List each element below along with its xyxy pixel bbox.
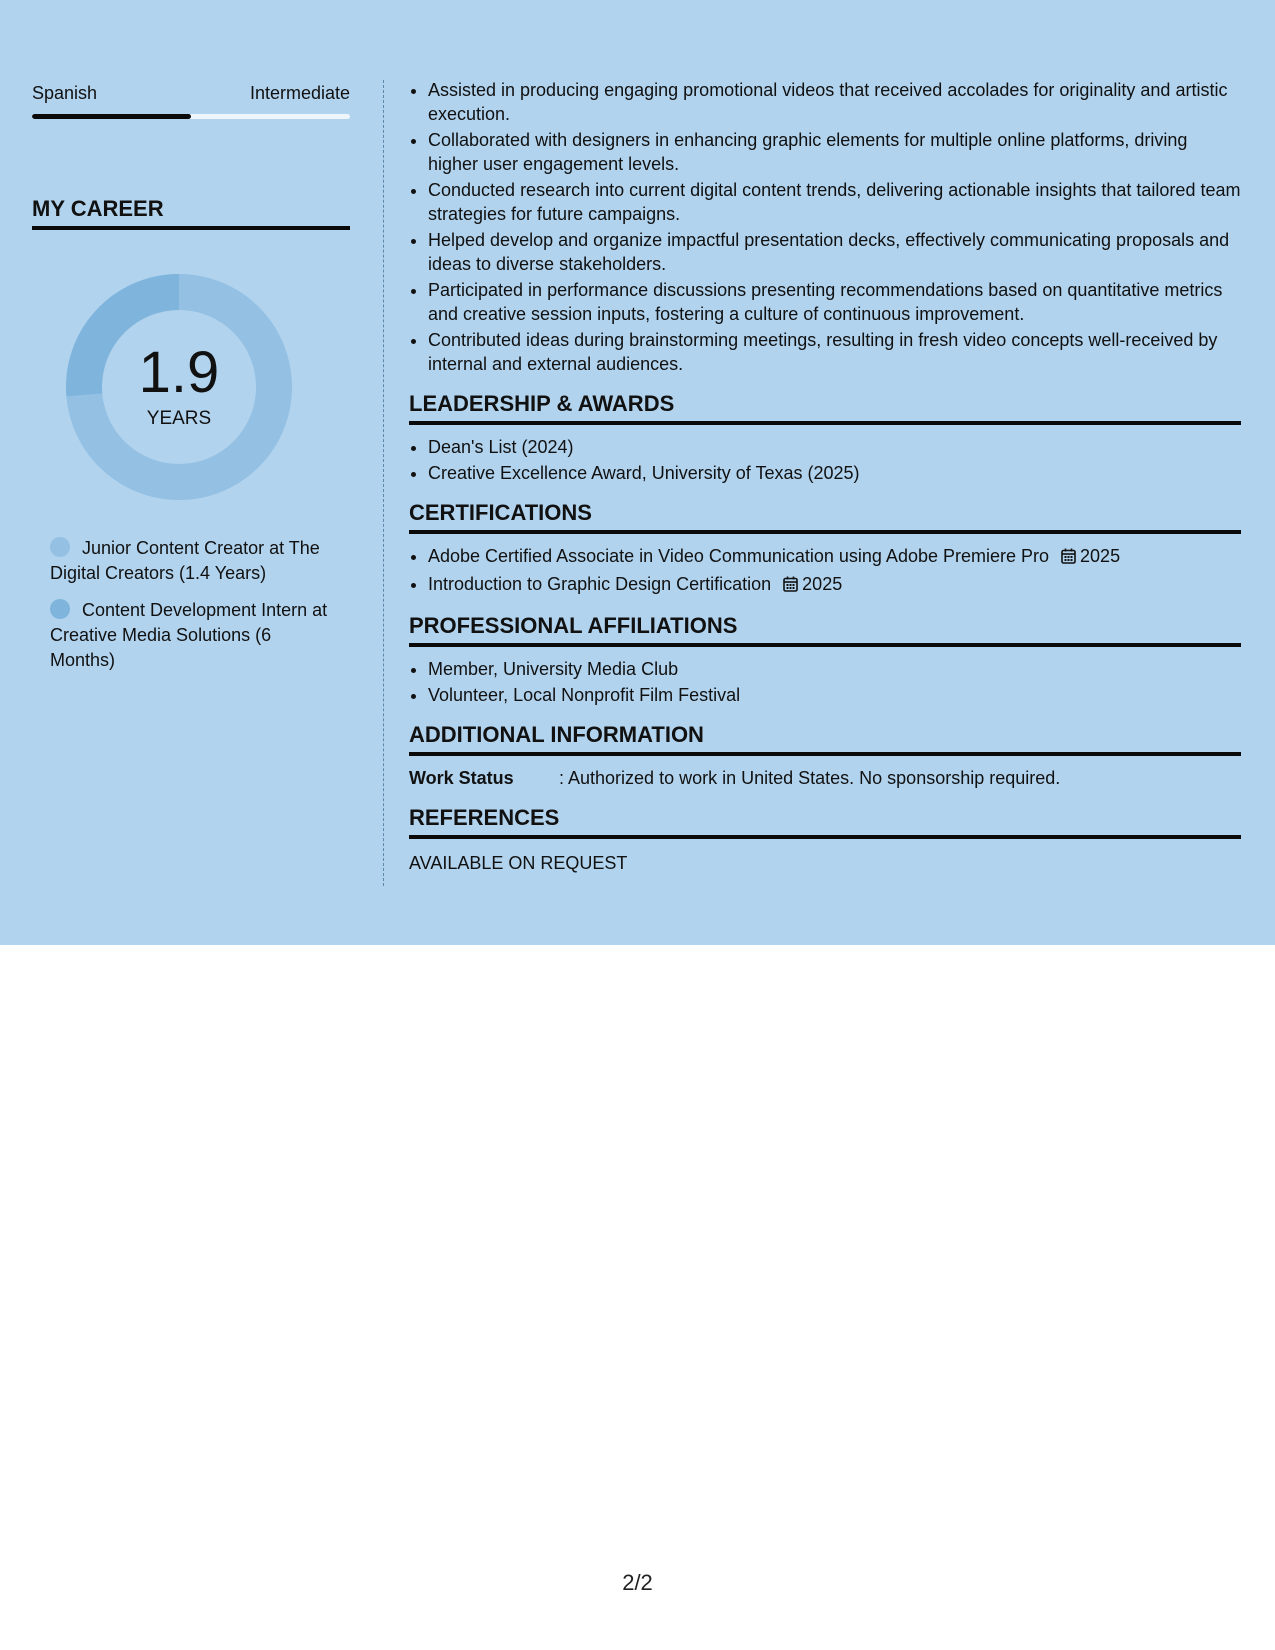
- career-heading-rule: [32, 226, 350, 230]
- experience-bullet: • Collaborated with designers in enhancing graphic elements for multiple online platforms, driving higher user engagement levels.: [428, 128, 1241, 176]
- certification-name: Introduction to Graphic Design Certification: [428, 574, 772, 594]
- career-legend-label: Junior Content Creator at The Digital Creators (1.4 Years): [50, 538, 320, 583]
- award-item: • Creative Excellence Award, University of Texas (2025): [428, 461, 1241, 485]
- affiliation-item: • Member, University Media Club: [428, 657, 1241, 681]
- language-proficiency-fill: [32, 114, 191, 119]
- work-status-label: Work Status: [409, 768, 514, 788]
- career-legend-item: [50, 536, 330, 586]
- certification-year: 2025: [802, 574, 843, 594]
- references-section: [409, 804, 1241, 875]
- work-status-row: [409, 766, 1241, 790]
- language-proficiency-bar: [32, 114, 350, 119]
- career-total-years: 1.9: [138, 340, 220, 405]
- certification-item: [428, 544, 1241, 570]
- additional-info-section: [409, 721, 1241, 790]
- career-legend: [50, 536, 330, 685]
- experience-bullet: • Assisted in producing engaging promotional videos that received accolades for originality and artistic execution.: [428, 78, 1241, 126]
- language-level: Intermediate: [249, 83, 350, 103]
- experience-bullet: • Helped develop and organize impactful presentation decks, effectively communicating proposals and ideas to diverse stakeholders.: [428, 228, 1241, 276]
- references-heading: REFERENCES: [409, 804, 1241, 839]
- main-column: [409, 78, 1241, 875]
- column-divider: [383, 80, 384, 886]
- references-text: AVAILABLE ON REQUEST: [409, 853, 628, 873]
- career-legend-label: Content Development Intern at Creative Media Solutions (6 Months): [50, 600, 328, 670]
- awards-section: [409, 390, 1241, 485]
- calendar-icon: [783, 574, 798, 598]
- page-number: 2/2: [622, 1570, 653, 1595]
- certifications-list: [409, 544, 1241, 598]
- awards-list: [409, 435, 1241, 485]
- experience-bullet: • Conducted research into current digital content trends, delivering actionable insights that tailored team strategies for future campaigns.: [428, 178, 1241, 226]
- career-legend-item: [50, 598, 330, 673]
- certification-name: Adobe Certified Associate in Video Communication using Adobe Premiere Pro: [428, 546, 1050, 566]
- certifications-section: [409, 499, 1241, 598]
- affiliations-list: [409, 657, 1241, 707]
- calendar-icon: [1061, 546, 1076, 570]
- language-row: [32, 82, 350, 104]
- affiliations-section: [409, 612, 1241, 707]
- additional-info-heading: ADDITIONAL INFORMATION: [409, 721, 1241, 756]
- experience-bullets: [409, 78, 1241, 376]
- certification-item: [428, 572, 1241, 598]
- affiliation-item: • Volunteer, Local Nonprofit Film Festival: [428, 683, 1241, 707]
- legend-dot-icon: [50, 599, 70, 619]
- certifications-heading: CERTIFICATIONS: [409, 499, 1241, 534]
- career-heading: MY CAREER: [32, 196, 164, 221]
- language-name: Spanish: [32, 83, 98, 103]
- affiliations-heading: PROFESSIONAL AFFILIATIONS: [409, 612, 1241, 647]
- awards-heading: LEADERSHIP & AWARDS: [409, 390, 1241, 425]
- legend-dot-icon: [50, 537, 70, 557]
- work-status-value: : Authorized to work in United States. No sponsorship required.: [559, 768, 1061, 788]
- experience-bullet: • Contributed ideas during brainstorming meetings, resulting in fresh video concepts well-received by internal and external audiences.: [428, 328, 1241, 376]
- experience-bullet: • Participated in performance discussions presenting recommendations based on quantitative metrics and creative session inputs, fostering a culture of continuous improvement.: [428, 278, 1241, 326]
- certification-year: 2025: [1080, 546, 1121, 566]
- award-item: • Dean's List (2024): [428, 435, 1241, 459]
- career-donut-chart: [66, 274, 292, 500]
- career-years-unit: YEARS: [146, 408, 212, 429]
